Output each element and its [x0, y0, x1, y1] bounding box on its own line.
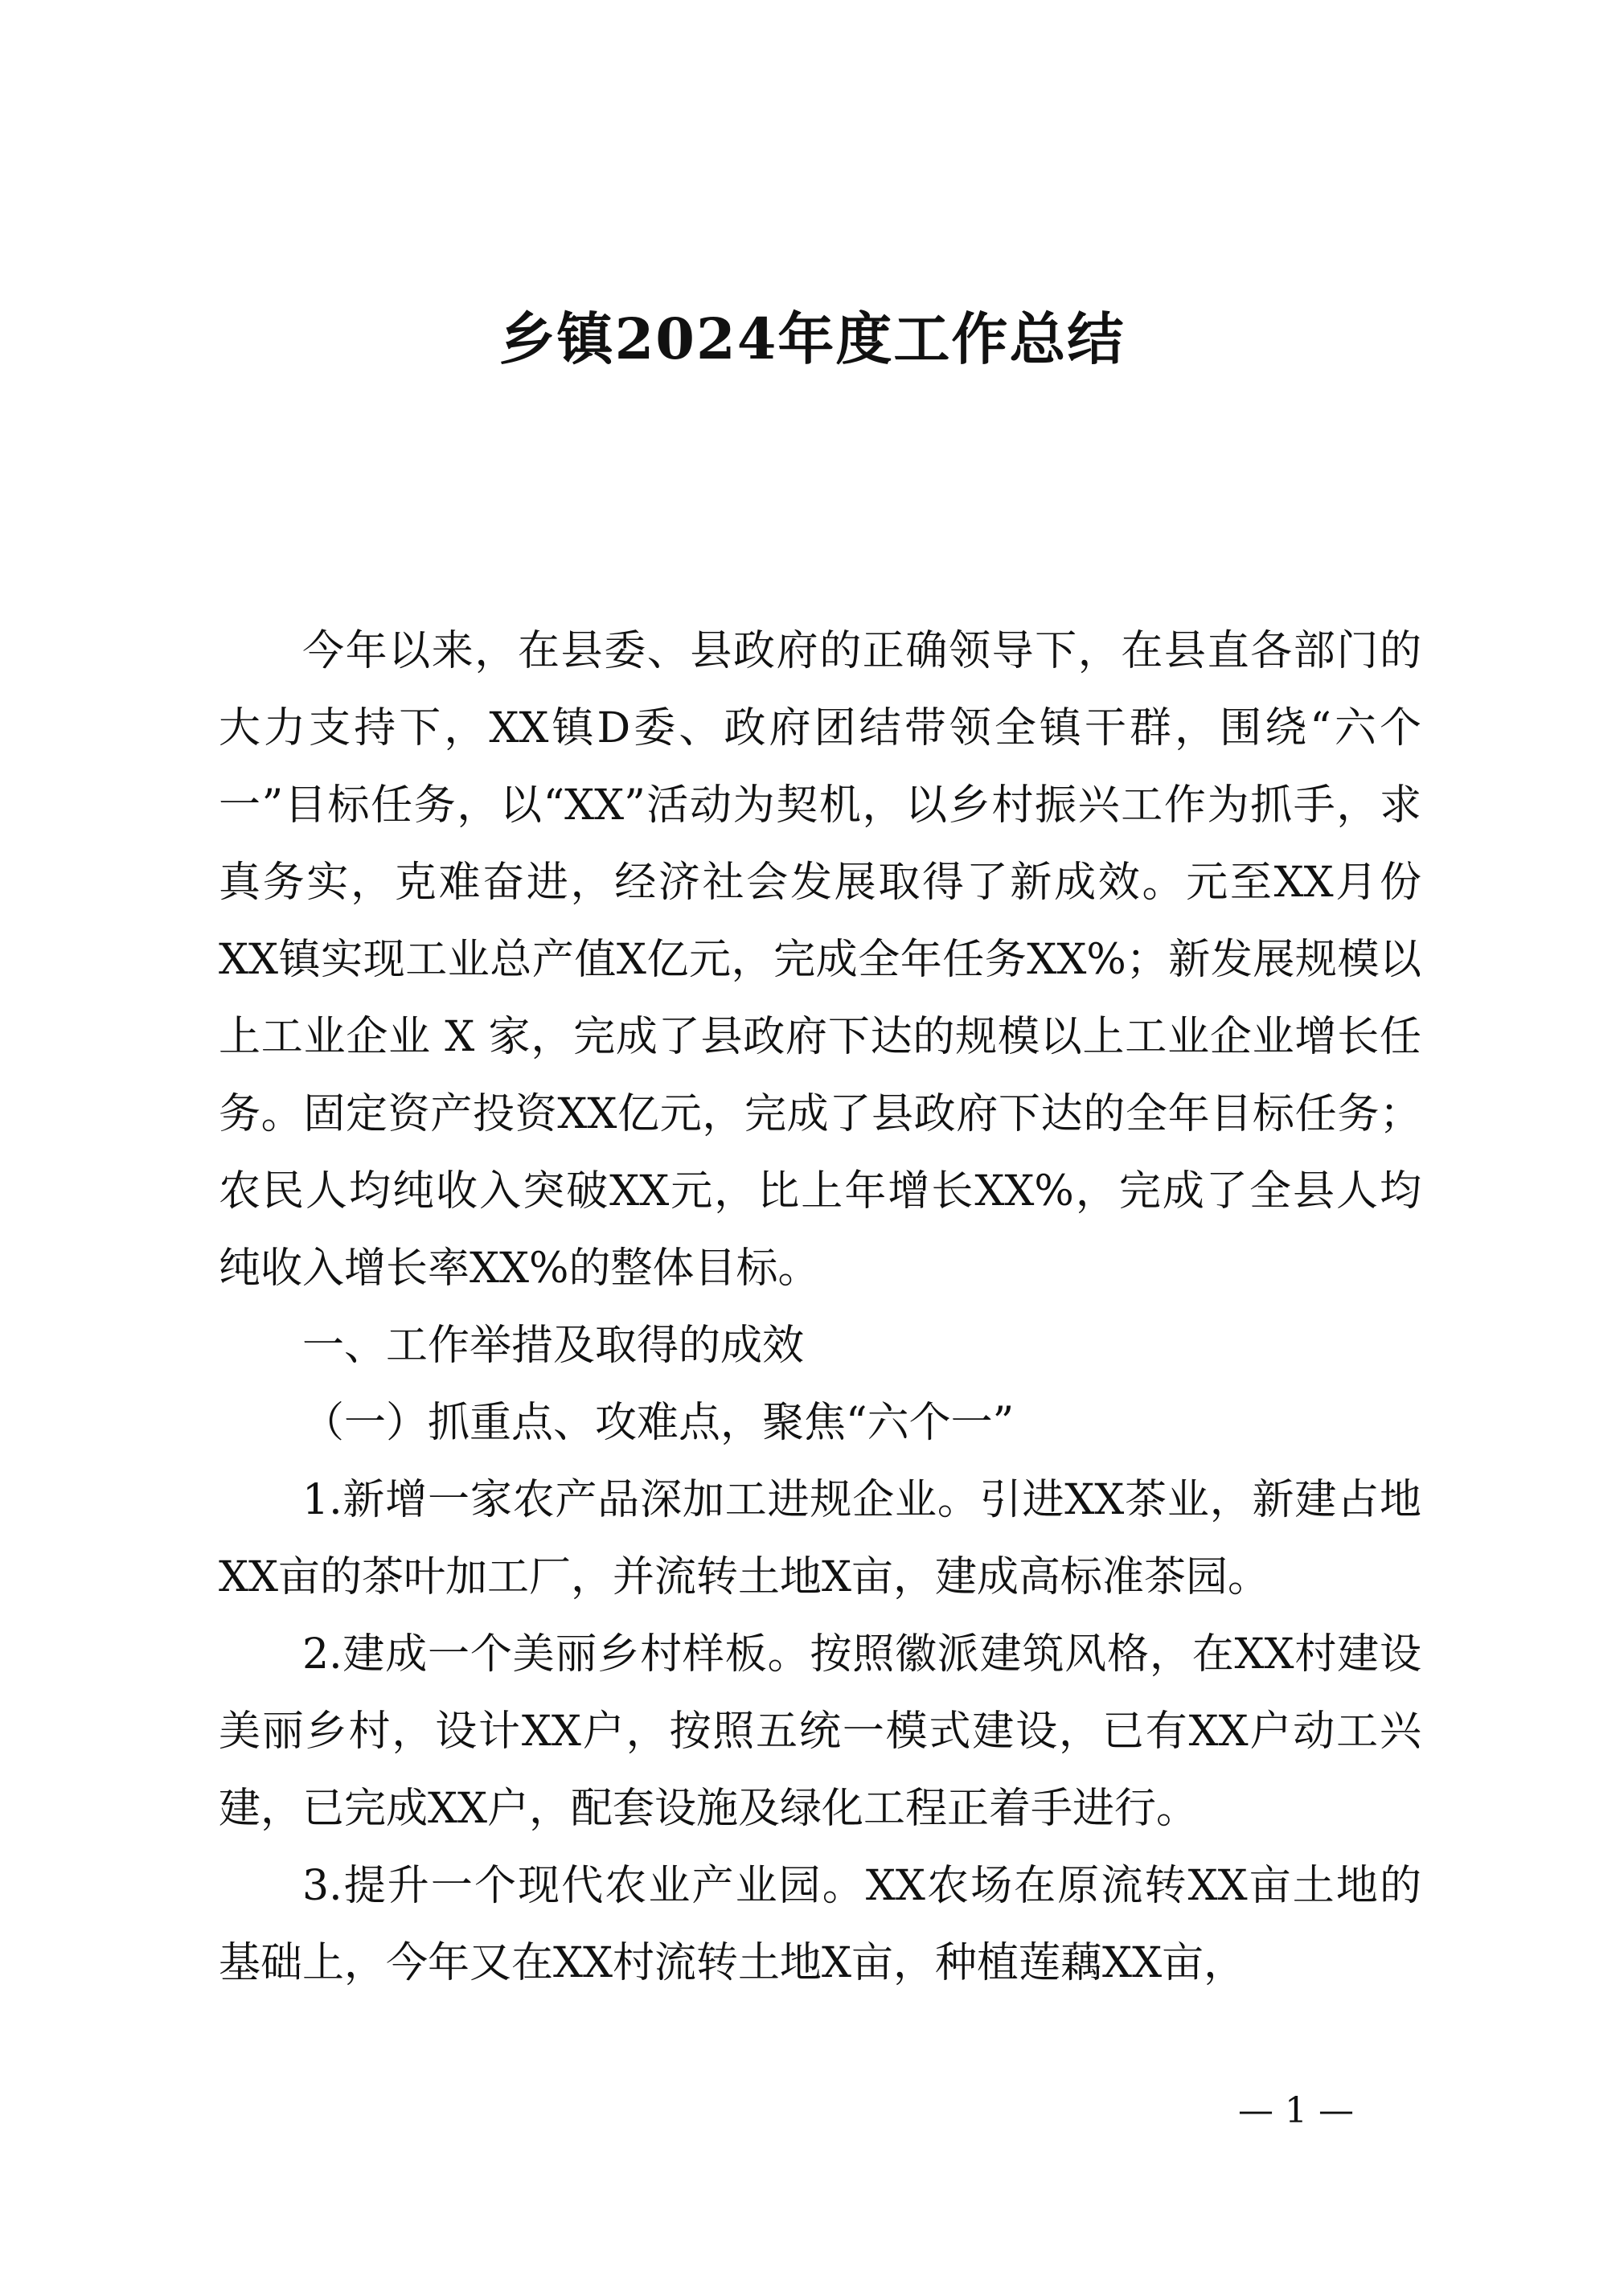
subsection-heading: （一）抓重点、攻难点，聚焦“六个一”	[302, 1399, 1015, 1447]
document-title: 乡镇2024年度工作总结	[498, 305, 1126, 372]
page-number: — 1 —	[1238, 2090, 1354, 2131]
intro-paragraph: 今年以来，在县委、县政府的正确领导下，在县直各部门的大力支持下，XX镇D委、政府团结带领全镇干群，围绕“六个一”目标任务，以“XX”活动为契机，以乡村振兴工作为抓手，求真务实，克难奋进，经济社会发展取得了新成效。元至XX月份XX镇实现工业总产值X亿元，完成全年任务XX%；新发展规模以上工业企业 X 家，完成了县政府下达的规模以上工业企业增长任务。固定资产投资XX亿元，完成了县政府下达的全年目标任务；农民人均纯收入突破XX元，比上年增长XX%，完成了全县人均纯收入增长率XX%的整体目标。	[219, 627, 1421, 1293]
item-2-paragraph: 2.建成一个美丽乡村样板。按照徽派建筑风格，在XX村建设美丽乡村，设计XX户，按照五统一模式建设，已有XX户动工兴建，已完成XX户，配套设施及绿化工程正着手进行。	[219, 1630, 1421, 1833]
item-1-paragraph: 1.新增一家农产品深加工进规企业。引进XX茶业，新建占地XX亩的茶叶加工厂，并流转土地X亩，建成高标准茶园。	[219, 1476, 1421, 1601]
document-body	[219, 613, 1421, 2002]
item-3-paragraph: 3.提升一个现代农业产业园。XX农场在原流转XX亩土地的基础上，今年又在XX村流转土地X亩，种植莲藕XX亩，	[219, 1862, 1421, 1987]
section-heading: 一、工作举措及取得的成效	[302, 1322, 805, 1370]
